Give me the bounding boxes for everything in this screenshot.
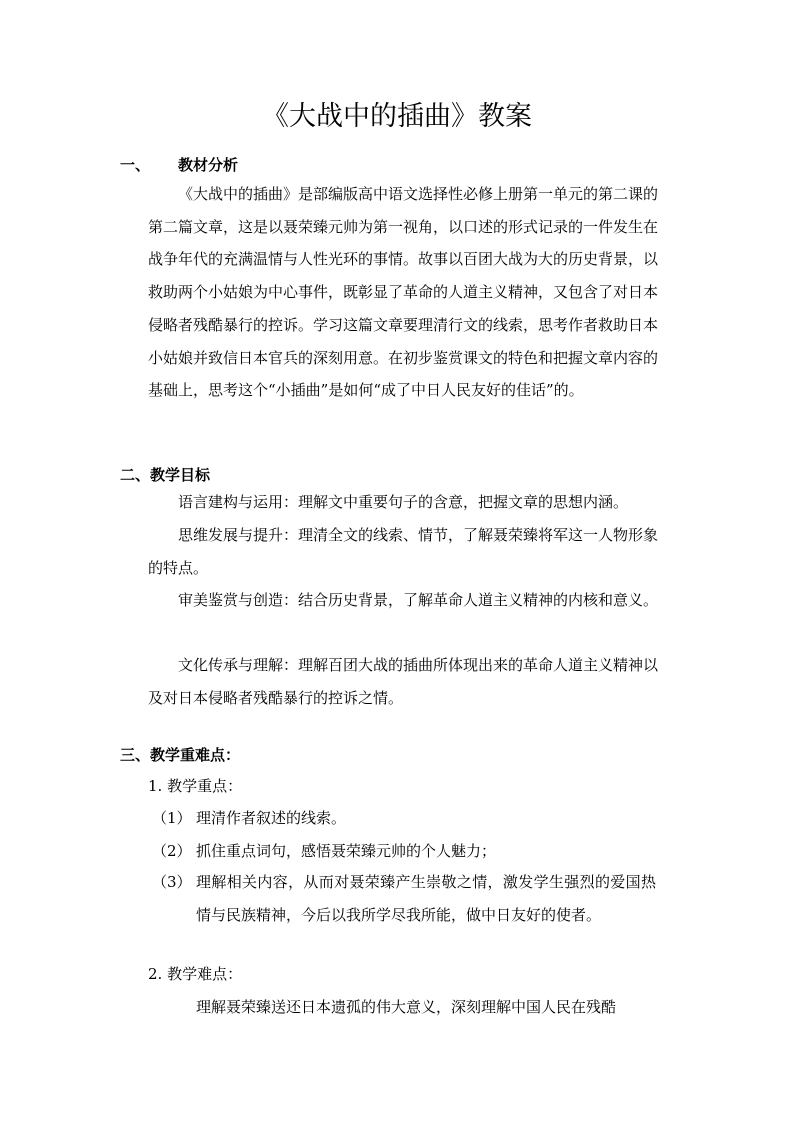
goal-item: 思维发展与提升：理清全文的线索、情节，了解聂荣臻将军这一人物形象的特点。: [148, 526, 659, 577]
key-point-text: 理清作者叙述的线索。: [196, 809, 347, 827]
materials-paragraph: 《大战中的插曲》是部编版高中语文选择性必修上册第一单元的第二课的第二篇文章，这是以聂荣臻元帅为第一视角，以口述的形式记录的一件发生在战争年代的充满温情与人性光环的事情。故事以百团大战为大的历史背景，以救助两个小姑娘为中心事件，既彰显了革命的人道主义精神，又包含了对日本侵略者残酷暴行的控诉。学习这篇文章要理清行文的线索，思考作者救助日本小姑娘并致信日本官兵的深刻用意。在初步鉴赏课文的特色和把握文章内容的基础上，思考这个“小插曲”是如何“成了中日人民友好的佳话”的。: [148, 185, 659, 400]
section-number: 一、: [120, 156, 151, 174]
goal-item: 语言建构与运用：理解文中重要句子的含意，把握文章的思想内涵。: [178, 493, 629, 511]
difficulty-text: 理解聂荣臻送还日本遗孤的伟大意义，深刻理解中国人民在残酷: [196, 998, 617, 1016]
section-title: 教材分析: [178, 156, 239, 174]
goal-item: 审美鉴赏与创造：结合历史背景，了解革命人道主义精神的内核和意义。: [178, 591, 659, 609]
key-points-label: 1. 教学重点：: [148, 777, 243, 795]
goal-item: 文化传承与理解：理解百团大战的插曲所体现出来的革命人道主义精神以及对日本侵略者残酷暴行的控诉之情。: [148, 656, 659, 707]
list-marker: （3）: [152, 873, 192, 891]
section-heading-goals: 二、教学目标: [120, 466, 211, 484]
list-marker: （2）: [152, 842, 192, 860]
list-marker: （1）: [152, 809, 192, 827]
section-heading-key-difficult: 三、教学重难点：: [120, 746, 241, 764]
key-point-text: 抓住重点词句，感悟聂荣臻元帅的个人魅力；: [196, 842, 497, 860]
document-title: 《大战中的插曲》教案: [262, 101, 532, 132]
difficulty-label: 2. 教学难点：: [148, 965, 243, 983]
key-point-text: 理解相关内容，从而对聂荣臻产生崇敬之情，激发学生强烈的爱国热情与民族精神，今后以我所学尽我所能，做中日友好的使者。: [196, 873, 656, 924]
section-heading-materials: [120, 155, 238, 175]
